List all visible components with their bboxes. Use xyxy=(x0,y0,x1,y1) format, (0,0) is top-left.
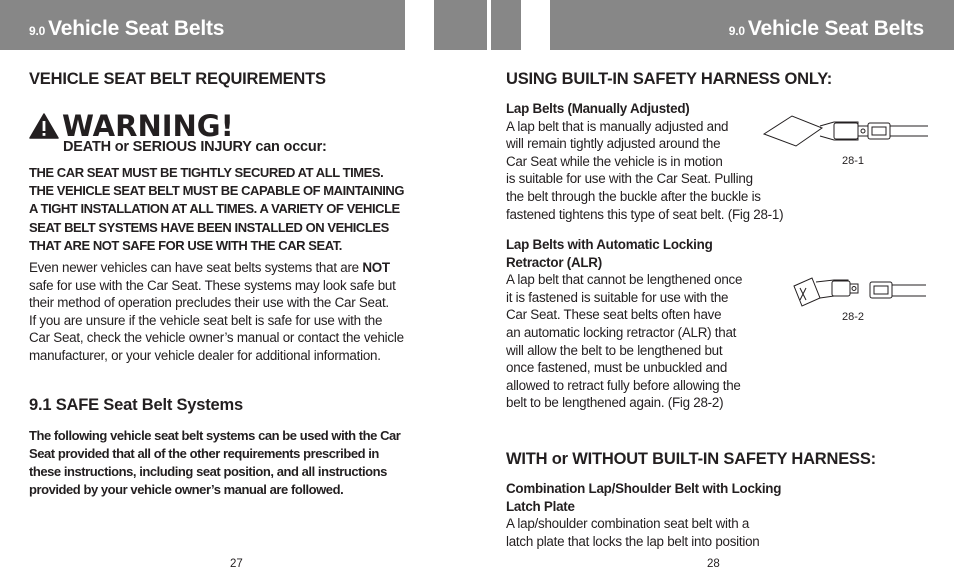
lap-belt-figure xyxy=(762,112,932,152)
body-line: allowed to retract fully before allowing the xyxy=(506,377,741,393)
lap-belt-title: Lap Belts (Manually Adjusted) xyxy=(506,101,690,116)
right-heading-harness-only: USING BUILT-IN SAFETY HARNESS ONLY: xyxy=(506,70,833,88)
fig-label-28-1: 28-1 xyxy=(842,155,865,167)
alr-belt-title: Lap Belts with Automatic Locking xyxy=(506,237,713,252)
right-header-bar xyxy=(550,0,954,50)
combo-belt-title: Combination Lap/Shoulder Belt with Locking xyxy=(506,481,782,496)
right-page-number: 28 xyxy=(707,558,720,570)
warning-line: THAT ARE NOT SAFE FOR USE WITH THE CAR SEAT. xyxy=(29,237,342,253)
warning-line: SEAT BELT SYSTEMS HAVE BEEN INSTALLED ON VEHICLES xyxy=(29,219,389,235)
body-line: A lap belt that is manually adjusted and xyxy=(506,118,729,134)
section-line: The following vehicle seat belt systems can be used with the Car xyxy=(29,428,401,443)
warning-triangle-icon xyxy=(29,113,59,139)
warning-label: WARNING! xyxy=(62,109,234,143)
body-line: Car Seat, check the vehicle owner’s manual or contact the vehicle xyxy=(29,330,404,346)
header-divider-block xyxy=(491,0,521,50)
combo-belt-section xyxy=(506,480,781,550)
warning-text xyxy=(29,164,404,255)
body-line: manufacturer, or your vehicle dealer for additional information. xyxy=(29,347,381,363)
body-line: it is fastened is suitable for use with the xyxy=(506,289,729,305)
body-line: is suitable for use with the Car Seat. Pulling xyxy=(506,171,753,187)
body-line: once fastened, must be unbuckled and xyxy=(506,360,728,376)
body-line: belt to be lengthened again. (Fig 28-2) xyxy=(506,395,724,411)
combo-belt-title: Latch Plate xyxy=(506,498,575,514)
body-line: A lap belt that cannot be lengthened once xyxy=(506,272,743,288)
alr-belt-title: Retractor (ALR) xyxy=(506,254,602,270)
alr-belt-section xyxy=(506,236,742,412)
body-line: fastened tightens this type of seat belt. (Fig 28-1) xyxy=(506,206,784,222)
right-header-title: 9.0 Vehicle Seat Belts xyxy=(728,17,924,40)
lap-belt-section xyxy=(506,100,783,223)
body-line: Car Seat. These seat belts often have xyxy=(506,307,722,323)
body-line: the belt through the buckle after the buckle is xyxy=(506,188,761,204)
alr-belt-figure xyxy=(790,272,930,308)
body-line: Even newer vehicles can have seat belts systems that are NOT xyxy=(29,260,390,275)
left-header-title: 9.0 Vehicle Seat Belts xyxy=(29,17,225,40)
left-page-number: 27 xyxy=(230,558,243,570)
left-body-paragraph xyxy=(29,259,404,365)
warning-banner xyxy=(29,111,234,141)
section-title: 9.1 SAFE Seat Belt Systems xyxy=(29,396,243,414)
section-line: provided by your vehicle owner’s manual are followed. xyxy=(29,482,344,497)
section-line: Seat provided that all of the other requirements prescribed in xyxy=(29,446,379,461)
body-line: will allow the belt to be lengthened but xyxy=(506,342,723,358)
body-line: safe for use with the Car Seat. These systems may look safe but xyxy=(29,277,396,293)
left-header-bar xyxy=(0,0,405,50)
section-line: these instructions, including seat position, and all instructions xyxy=(29,464,387,479)
fig-label-28-2: 28-2 xyxy=(842,311,865,323)
warning-line: THE CAR SEAT MUST BE TIGHTLY SECURED AT ALL TIMES. xyxy=(29,165,384,180)
right-heading-with-or-without: WITH or WITHOUT BUILT-IN SAFETY HARNESS: xyxy=(506,450,876,468)
left-page-heading: VEHICLE SEAT BELT REQUIREMENTS xyxy=(29,70,326,88)
body-line: their method of operation precludes their use with the Car Seat. xyxy=(29,295,389,311)
body-line: an automatic locking retractor (ALR) that xyxy=(506,324,737,340)
body-line: A lap/shoulder combination seat belt with a xyxy=(506,516,750,532)
warning-line: A TIGHT INSTALLATION AT ALL TIMES. A VARIETY OF VEHICLE xyxy=(29,201,400,217)
header-divider-block xyxy=(434,0,487,50)
body-line: will remain tightly adjusted around the xyxy=(506,136,721,152)
section-text xyxy=(29,427,400,499)
warning-line: THE VEHICLE SEAT BELT MUST BE CAPABLE OF MAINTAINING xyxy=(29,183,405,199)
body-line: latch plate that locks the lap belt into position xyxy=(506,533,760,549)
body-line: If you are unsure if the vehicle seat belt is safe for use with the xyxy=(29,312,383,328)
body-line: Car Seat while the vehicle is in motion xyxy=(506,153,723,169)
warning-subtitle: DEATH or SERIOUS INJURY can occur: xyxy=(63,139,327,155)
